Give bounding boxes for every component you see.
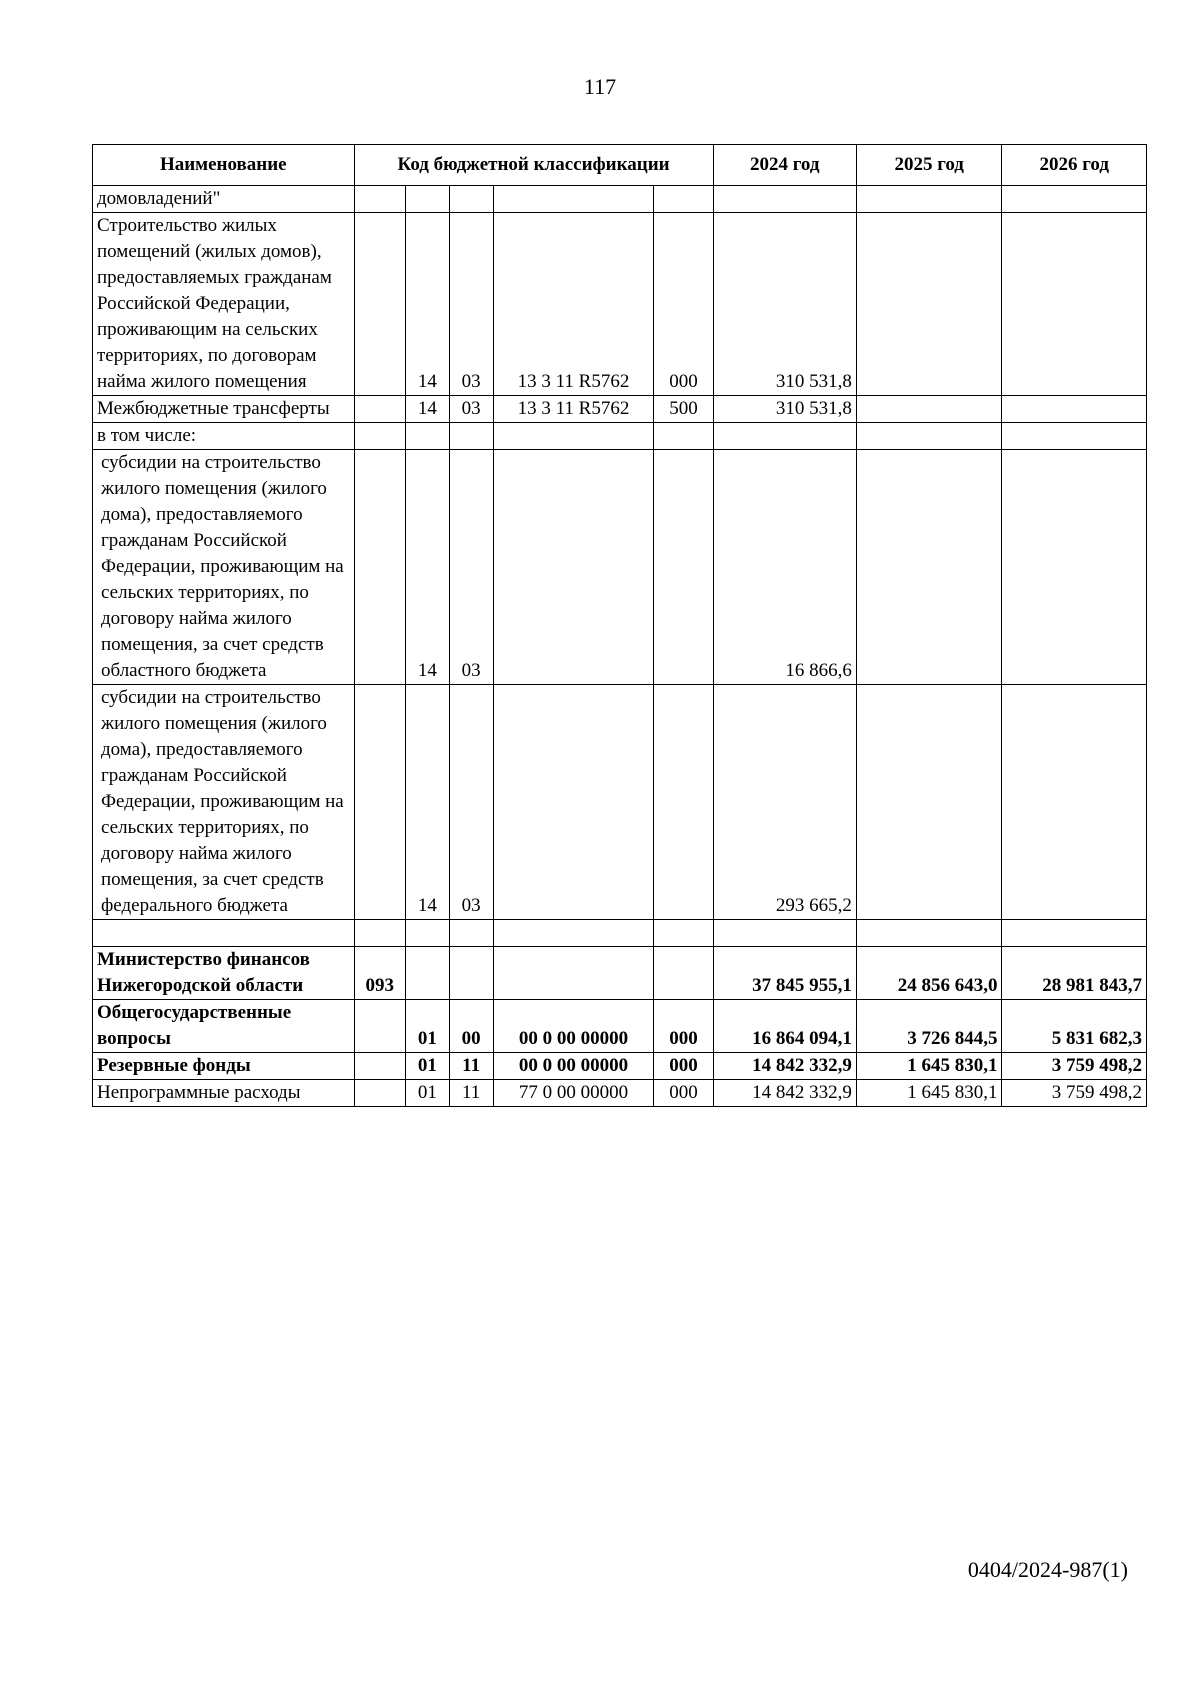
cell-target-article: 00 0 00 00000 [493,1000,654,1053]
cell-2024: 16 864 094,1 [713,1000,856,1053]
table-row [93,1080,1147,1107]
cell-2026 [1002,685,1147,920]
table-row [93,396,1147,423]
cell-expense-kind [654,423,713,450]
cell-2025: 1 645 830,1 [856,1080,1002,1107]
cell-section [406,920,450,947]
cell-2024: 310 531,8 [713,396,856,423]
cell-2026 [1002,396,1147,423]
cell-target-article: 00 0 00 00000 [493,1053,654,1080]
cell-2025: 1 645 830,1 [856,1053,1002,1080]
table-row [93,450,1147,685]
cell-target-article [493,685,654,920]
cell-section [406,947,450,1000]
cell-section: 01 [406,1000,450,1053]
cell-admin-code [354,396,405,423]
cell-name: Резервные фонды [93,1053,355,1080]
cell-subsection: 11 [449,1053,493,1080]
cell-target-article: 13 3 11 R5762 [493,396,654,423]
cell-2024: 37 845 955,1 [713,947,856,1000]
table-row [93,947,1147,1000]
cell-2024: 14 842 332,9 [713,1053,856,1080]
cell-2024 [713,186,856,213]
page-number: 117 [583,74,617,99]
cell-2025 [856,920,1002,947]
cell-subsection [449,423,493,450]
cell-2025: 24 856 643,0 [856,947,1002,1000]
cell-2024: 310 531,8 [713,213,856,396]
cell-admin-code [354,213,405,396]
cell-expense-kind: 000 [654,1000,713,1053]
document-code: 0404/2024-987(1) [967,1557,1128,1582]
header-name: Наименование [93,145,355,186]
cell-target-article [493,423,654,450]
cell-name: Общегосударственные вопросы [93,1000,355,1053]
header-code: Код бюджетной классификации [354,145,713,186]
cell-expense-kind: 500 [654,396,713,423]
cell-admin-code [354,685,405,920]
cell-subsection: 11 [449,1080,493,1107]
cell-expense-kind [654,685,713,920]
cell-target-article: 13 3 11 R5762 [493,213,654,396]
cell-subsection: 03 [449,685,493,920]
table-row [93,685,1147,920]
budget-table [92,144,1147,1107]
cell-expense-kind [654,450,713,685]
cell-2025 [856,396,1002,423]
cell-target-article [493,186,654,213]
cell-2025 [856,186,1002,213]
cell-expense-kind: 000 [654,1080,713,1107]
cell-2024: 293 665,2 [713,685,856,920]
cell-section: 14 [406,396,450,423]
cell-2024 [713,920,856,947]
cell-expense-kind [654,920,713,947]
cell-2025 [856,423,1002,450]
cell-name: Строительство жилых помещений (жилых домов), предоставляемых гражданам Российской Федерации, проживающим на сельских территориях, по договорам найма жилого помещения [93,213,355,396]
cell-name: субсидии на строительство жилого помещения (жилого дома), предоставляемого гражданам Российской Федерации, проживающим на сельских территориях, по договору найма жилого помещения, за счет средств федерального бюджета [93,685,355,920]
cell-2025 [856,450,1002,685]
cell-name: Межбюджетные трансферты [93,396,355,423]
cell-target-article [493,947,654,1000]
header-2024: 2024 год [713,145,856,186]
cell-subsection [449,186,493,213]
cell-2026 [1002,450,1147,685]
cell-admin-code [354,186,405,213]
cell-target-article [493,450,654,685]
table-row [93,213,1147,396]
table-row [93,920,1147,947]
header-2025: 2025 год [856,145,1002,186]
cell-subsection [449,947,493,1000]
cell-2025 [856,685,1002,920]
table-row [93,423,1147,450]
cell-admin-code: 093 [354,947,405,1000]
cell-expense-kind [654,186,713,213]
cell-section: 14 [406,213,450,396]
table-row [93,1053,1147,1080]
cell-2026: 3 759 498,2 [1002,1080,1147,1107]
cell-2026: 5 831 682,3 [1002,1000,1147,1053]
cell-section [406,423,450,450]
cell-admin-code [354,920,405,947]
cell-2026 [1002,213,1147,396]
cell-admin-code [354,1000,405,1053]
cell-2024: 16 866,6 [713,450,856,685]
cell-2024 [713,423,856,450]
cell-target-article [493,920,654,947]
cell-subsection: 03 [449,213,493,396]
cell-2024: 14 842 332,9 [713,1080,856,1107]
cell-2026 [1002,423,1147,450]
cell-2025 [856,213,1002,396]
cell-expense-kind [654,947,713,1000]
cell-section: 01 [406,1053,450,1080]
cell-section: 14 [406,685,450,920]
cell-subsection: 03 [449,450,493,685]
cell-expense-kind: 000 [654,213,713,396]
cell-2025: 3 726 844,5 [856,1000,1002,1053]
cell-admin-code [354,423,405,450]
cell-name: домовладений" [93,186,355,213]
cell-subsection [449,920,493,947]
table-header-row [93,145,1147,186]
cell-2026: 28 981 843,7 [1002,947,1147,1000]
cell-name: Министерство финансов Нижегородской области [93,947,355,1000]
cell-2026 [1002,186,1147,213]
table-row [93,186,1147,213]
table-row [93,1000,1147,1053]
cell-section [406,186,450,213]
cell-target-article: 77 0 00 00000 [493,1080,654,1107]
cell-admin-code [354,1080,405,1107]
cell-subsection: 03 [449,396,493,423]
table-body [93,186,1147,1107]
cell-expense-kind: 000 [654,1053,713,1080]
cell-name: субсидии на строительство жилого помещения (жилого дома), предоставляемого гражданам Российской Федерации, проживающим на сельских территориях, по договору найма жилого помещения, за счет средств областного бюджета [93,450,355,685]
cell-subsection: 00 [449,1000,493,1053]
cell-admin-code [354,450,405,685]
cell-section: 01 [406,1080,450,1107]
cell-2026 [1002,920,1147,947]
cell-name: в том числе: [93,423,355,450]
cell-2026: 3 759 498,2 [1002,1053,1147,1080]
header-2026: 2026 год [1002,145,1147,186]
cell-section: 14 [406,450,450,685]
cell-name [93,920,355,947]
cell-admin-code [354,1053,405,1080]
cell-name: Непрограммные расходы [93,1080,355,1107]
